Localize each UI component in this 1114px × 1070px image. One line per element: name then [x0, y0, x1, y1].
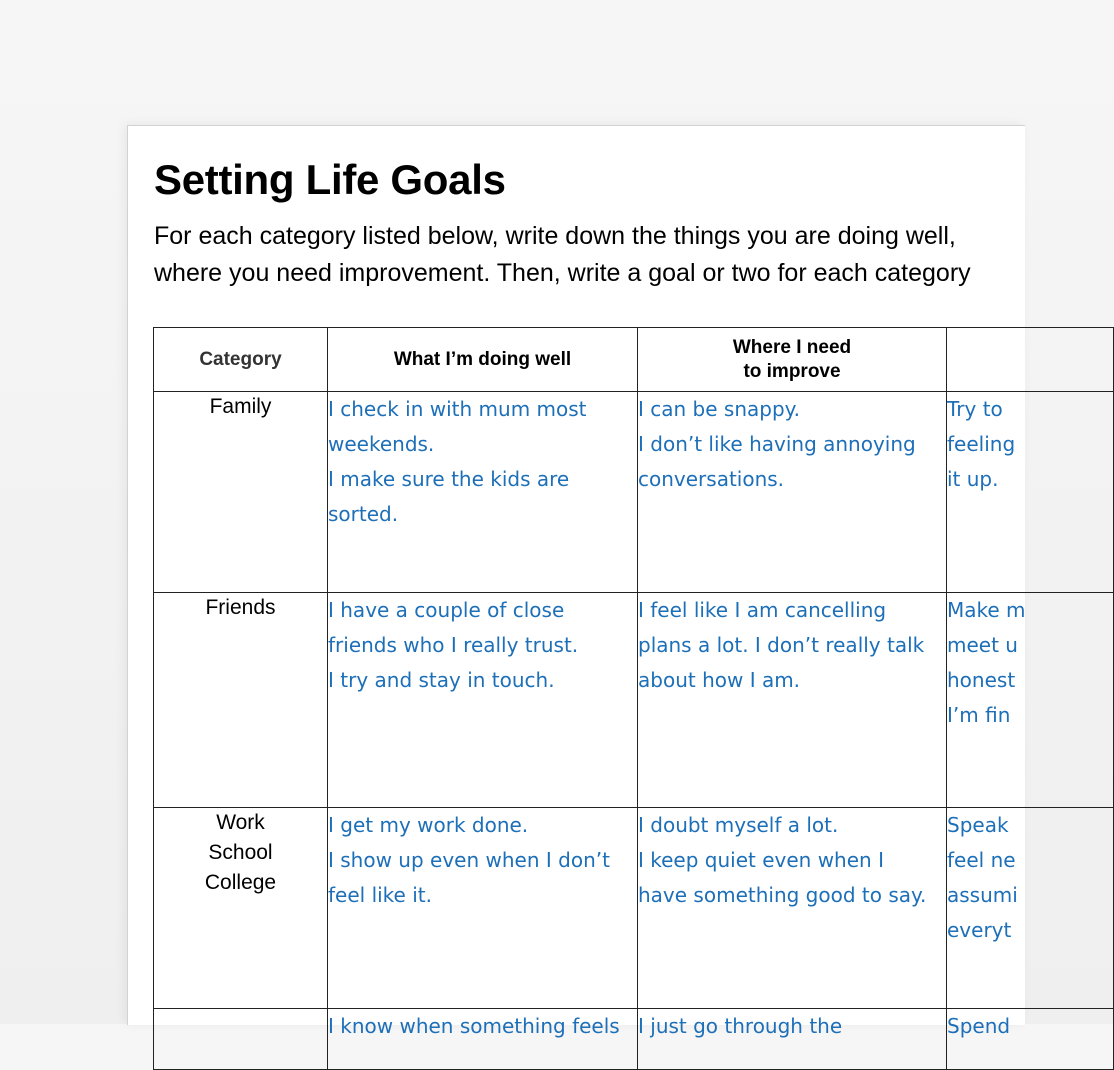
handwritten-line: I get my work done.	[328, 813, 529, 837]
table-row	[154, 392, 1114, 593]
doing-well-cell[interactable]	[328, 1009, 638, 1070]
handwritten-line: everyt	[947, 918, 1012, 942]
handwritten-line: assumi	[947, 883, 1018, 907]
instructions-line: For each category listed below, write down the things you are doing well,	[154, 222, 956, 250]
goals-cell[interactable]	[947, 392, 1114, 593]
header-improve-line: Where I need	[732, 336, 852, 358]
worksheet-page	[127, 125, 1026, 1038]
handwritten-line: plans a lot. I don’t really talk	[638, 633, 925, 657]
improve-cell[interactable]	[638, 1009, 947, 1070]
category-cell	[154, 808, 328, 1009]
category-cell	[154, 1009, 328, 1070]
handwritten-line: I don’t like having annoying	[638, 432, 916, 456]
goals-cell[interactable]	[947, 593, 1114, 808]
handwritten-line: I show up even when I don’t	[328, 848, 610, 872]
handwritten-line: I just go through the	[638, 1014, 843, 1038]
category-label: Work	[216, 811, 265, 834]
handwritten-line: I’m fin	[947, 703, 1011, 727]
handwritten-line: I can be snappy.	[638, 397, 800, 421]
handwritten-line: have something good to say.	[638, 883, 927, 907]
handwritten-line: it up.	[947, 467, 999, 491]
category-label: School	[208, 841, 273, 864]
handwritten-line: I have a couple of close	[328, 598, 565, 622]
handwritten-line: meet u	[947, 633, 1018, 657]
doing-well-cell[interactable]	[328, 392, 638, 593]
handwritten-line: feeling	[947, 432, 1016, 456]
category-label: Friends	[205, 596, 276, 619]
table-row	[154, 593, 1114, 808]
goals-cell[interactable]	[947, 1009, 1114, 1070]
handwritten-line: I check in with mum most	[328, 397, 587, 421]
handwritten-line: I try and stay in touch.	[328, 668, 555, 692]
handwritten-line: honest	[947, 668, 1016, 692]
page-title: Setting Life Goals	[154, 156, 506, 203]
table-header-row	[154, 328, 1114, 392]
improve-cell[interactable]	[638, 808, 947, 1009]
handwritten-line: I doubt myself a lot.	[638, 813, 839, 837]
table-row	[154, 808, 1114, 1009]
category-label: Family	[209, 395, 272, 418]
improve-cell[interactable]	[638, 593, 947, 808]
goals-table	[153, 327, 1114, 1070]
category-cell	[154, 392, 328, 593]
instructions-line: where you need improvement. Then, write a goal or two for each category	[154, 259, 971, 287]
header-goals	[947, 328, 1114, 392]
goals-cell[interactable]	[947, 808, 1114, 1009]
handwritten-line: Spend	[947, 1014, 1011, 1038]
doing-well-cell[interactable]	[328, 593, 638, 808]
instructions	[154, 218, 971, 292]
header-category: Category	[154, 328, 328, 392]
handwritten-line: Make m	[947, 598, 1026, 622]
handwritten-line: sorted.	[328, 502, 399, 526]
handwritten-line: about how I am.	[638, 668, 801, 692]
handwritten-line: conversations.	[638, 467, 785, 491]
handwritten-line: I know when something feels	[328, 1014, 620, 1038]
handwritten-line: feel like it.	[328, 883, 432, 907]
header-doing-well: What I’m doing well	[328, 328, 638, 392]
handwritten-line: weekends.	[328, 432, 435, 456]
handwritten-line: I make sure the kids are	[328, 467, 570, 491]
doing-well-cell[interactable]	[328, 808, 638, 1009]
category-label: College	[204, 871, 277, 894]
table-row	[154, 1009, 1114, 1070]
improve-cell[interactable]	[638, 392, 947, 593]
header-improve-line: to improve	[743, 360, 841, 382]
handwritten-line: I keep quiet even when I	[638, 848, 884, 872]
header-improve	[638, 328, 947, 392]
handwritten-line: Try to	[947, 397, 1003, 421]
category-cell	[154, 593, 328, 808]
handwritten-line: Speak	[947, 813, 1009, 837]
handwritten-line: friends who I really trust.	[328, 633, 579, 657]
handwritten-line: I feel like I am cancelling	[638, 598, 887, 622]
handwritten-line: feel ne	[947, 848, 1016, 872]
